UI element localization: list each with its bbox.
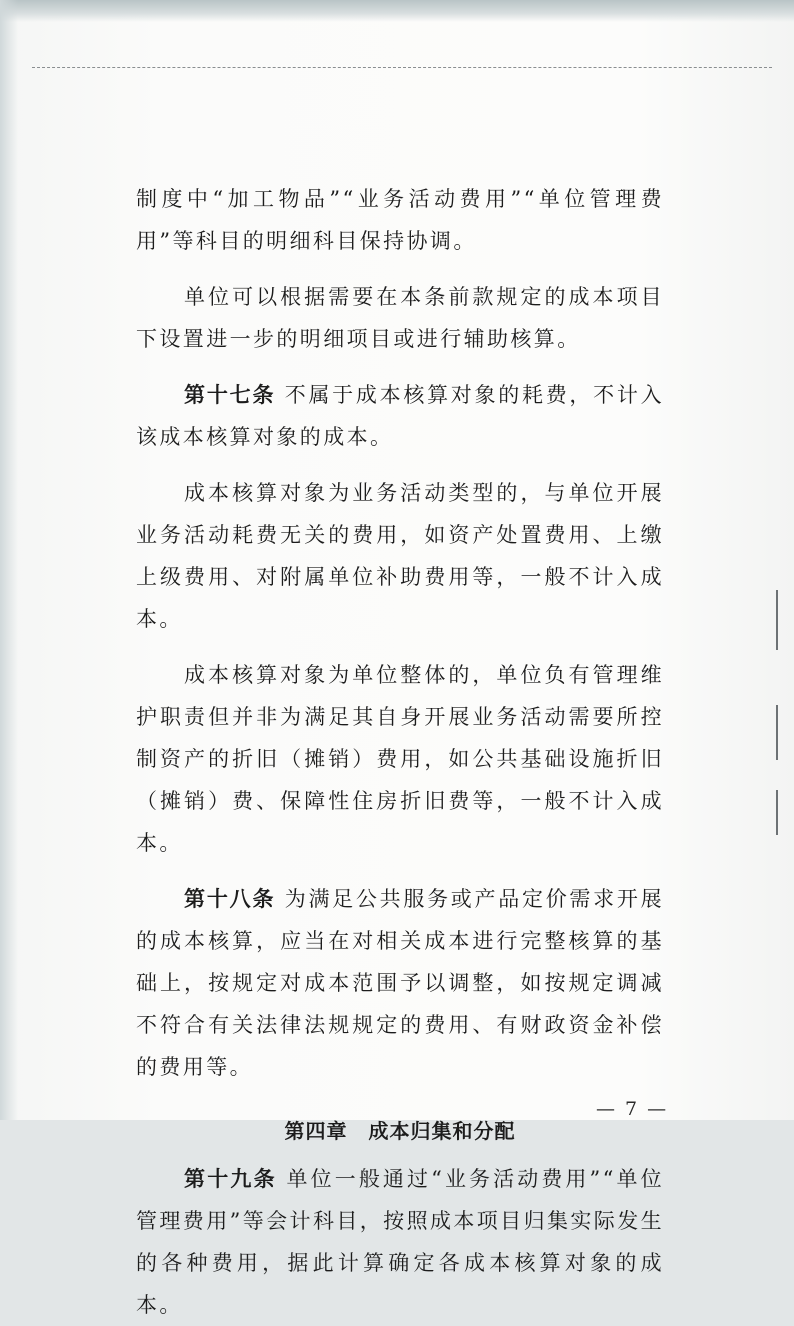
page-number: — 7 — <box>596 1098 669 1120</box>
article-text: 不属于成本核算对象的耗费，不计入该成本核算对象的成本。 <box>136 383 664 449</box>
edge-mark <box>776 790 778 835</box>
edge-mark <box>776 705 778 760</box>
header-dashed-rule <box>32 67 772 68</box>
paragraph-continuation <box>136 178 664 262</box>
chapter-heading: 第四章 成本归集和分配 <box>284 1119 516 1143</box>
scan-left-shadow <box>0 0 18 1120</box>
paragraph <box>136 472 664 640</box>
paragraph-text: 制度中“加工物品”“业务活动费用”“单位管理费用”等科目的明细科目保持协调。 <box>136 187 664 253</box>
scan-top-shadow <box>0 0 794 22</box>
paragraph-text: 成本核算对象为单位整体的，单位负有管理维护职责但并非为满足其自身开展业务活动需要所控制资产的折旧（摊销）费用，如公共基础设施折旧（摊销）费、保障性住房折旧费等，一般不计入成本。 <box>136 663 664 855</box>
paragraph <box>136 276 664 360</box>
article-17 <box>136 374 664 458</box>
article-text: 单位一般通过“业务活动费用”“单位管理费用”等会计科目，按照成本项目归集实际发生的各种费用，据此计算确定各成本核算对象的成本。 <box>136 1167 664 1317</box>
article-text: 为满足公共服务或产品定价需求开展的成本核算，应当在对相关成本进行完整核算的基础上，按规定对成本范围予以调整，如按规定调减不符合有关法律法规规定的费用、有财政资金补偿的费用等。 <box>136 887 664 1079</box>
paragraph-text: 成本核算对象为业务活动类型的，与单位开展业务活动耗费无关的费用，如资产处置费用、上缴上级费用、对附属单位补助费用等，一般不计入成本。 <box>136 481 664 631</box>
article-19 <box>136 1158 664 1326</box>
article-label: 第十九条 <box>184 1167 277 1191</box>
edge-mark <box>776 590 778 650</box>
document-body <box>136 178 664 1326</box>
paragraph-text: 单位可以根据需要在本条前款规定的成本项目下设置进一步的明细项目或进行辅助核算。 <box>136 285 664 351</box>
paragraph <box>136 654 664 864</box>
article-label: 第十八条 <box>184 887 276 911</box>
article-label: 第十七条 <box>184 383 276 407</box>
article-18 <box>136 878 664 1088</box>
